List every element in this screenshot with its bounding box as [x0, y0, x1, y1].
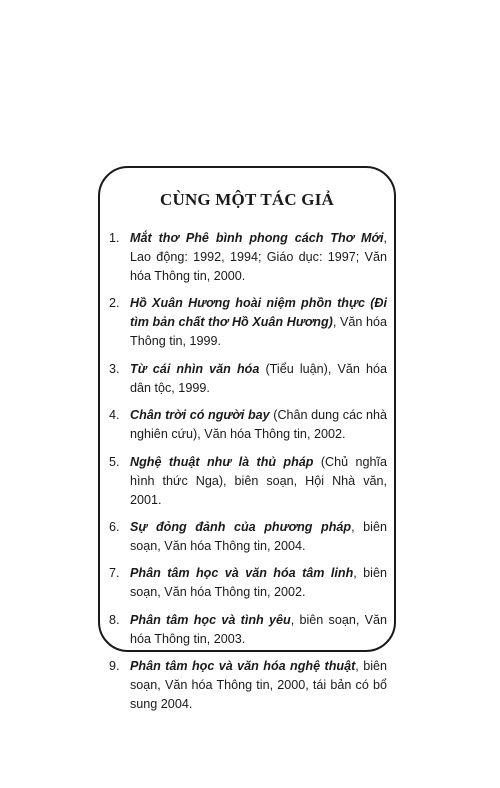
item-text [130, 518, 387, 556]
work-details: , Lao động: 1992, 1994; Giáo dục: 1997; Văn hóa Thông tin, 2000. [130, 231, 387, 283]
list-item [109, 657, 387, 714]
item-number: 6. [109, 519, 120, 534]
item-text [130, 406, 387, 444]
works-list [109, 229, 387, 723]
list-item [109, 294, 387, 351]
item-text [130, 564, 387, 602]
item-number: 1. [109, 231, 120, 245]
item-number: 9. [109, 659, 120, 674]
work-title: Từ cái nhìn văn hóa [130, 361, 260, 376]
item-text [130, 229, 387, 286]
item-text [130, 294, 387, 351]
work-title: Mắt thơ Phê bình phong cách Thơ Mới [130, 231, 384, 245]
work-title: Phân tâm học và văn hóa tâm linh [130, 566, 354, 581]
item-text [130, 657, 387, 714]
list-item [109, 564, 387, 602]
work-title: Nghệ thuật như là thủ pháp [130, 454, 314, 469]
item-number: 7. [109, 566, 120, 581]
work-title: Hồ Xuân Hương hoài niệm phồn thực (Đi tìm bản chất thơ Hồ Xuân Hương) [130, 296, 387, 330]
list-item [109, 360, 387, 398]
work-details: , biên soạn, Văn hóa Thông tin, 2003. [130, 612, 388, 646]
list-item [109, 518, 387, 556]
item-text [130, 611, 387, 649]
work-title: Chân trời có người bay [130, 408, 270, 423]
work-details: , biên soạn, Văn hóa Thông tin, 2004. [130, 519, 387, 553]
item-number: 4. [109, 408, 120, 423]
page-title: CÙNG MỘT TÁC GIẢ [159, 190, 334, 209]
work-details: (Chân dung các nhà nghiên cứu), Văn hóa Thông tin, 2002. [130, 408, 387, 442]
work-title: Phân tâm học và văn hóa nghệ thuật [130, 659, 356, 674]
work-details: , Văn hóa Thông tin, 1999. [130, 315, 387, 349]
work-details: (Chủ nghĩa hình thức Nga), biên soạn, Hội Nhà văn, 2001. [130, 454, 388, 507]
item-text [130, 360, 387, 398]
list-item [109, 229, 387, 286]
item-number: 2. [109, 296, 120, 311]
item-text [130, 453, 387, 510]
list-item [109, 406, 387, 444]
work-details: , biên soạn, Văn hóa Thông tin, 2000, tái bản có bổ sung 2004. [130, 659, 387, 712]
list-item [109, 611, 387, 649]
item-number: 3. [109, 361, 120, 376]
work-title: Phân tâm học và tình yêu [130, 612, 291, 627]
work-title: Sự đỏng đảnh của phương pháp [130, 519, 352, 534]
list-item [109, 453, 387, 510]
item-number: 8. [109, 612, 120, 627]
item-number: 5. [109, 454, 120, 469]
work-details: , biên soạn, Văn hóa Thông tin, 2002. [130, 566, 387, 600]
work-details: (Tiểu luận), Văn hóa dân tộc, 1999. [130, 361, 387, 395]
